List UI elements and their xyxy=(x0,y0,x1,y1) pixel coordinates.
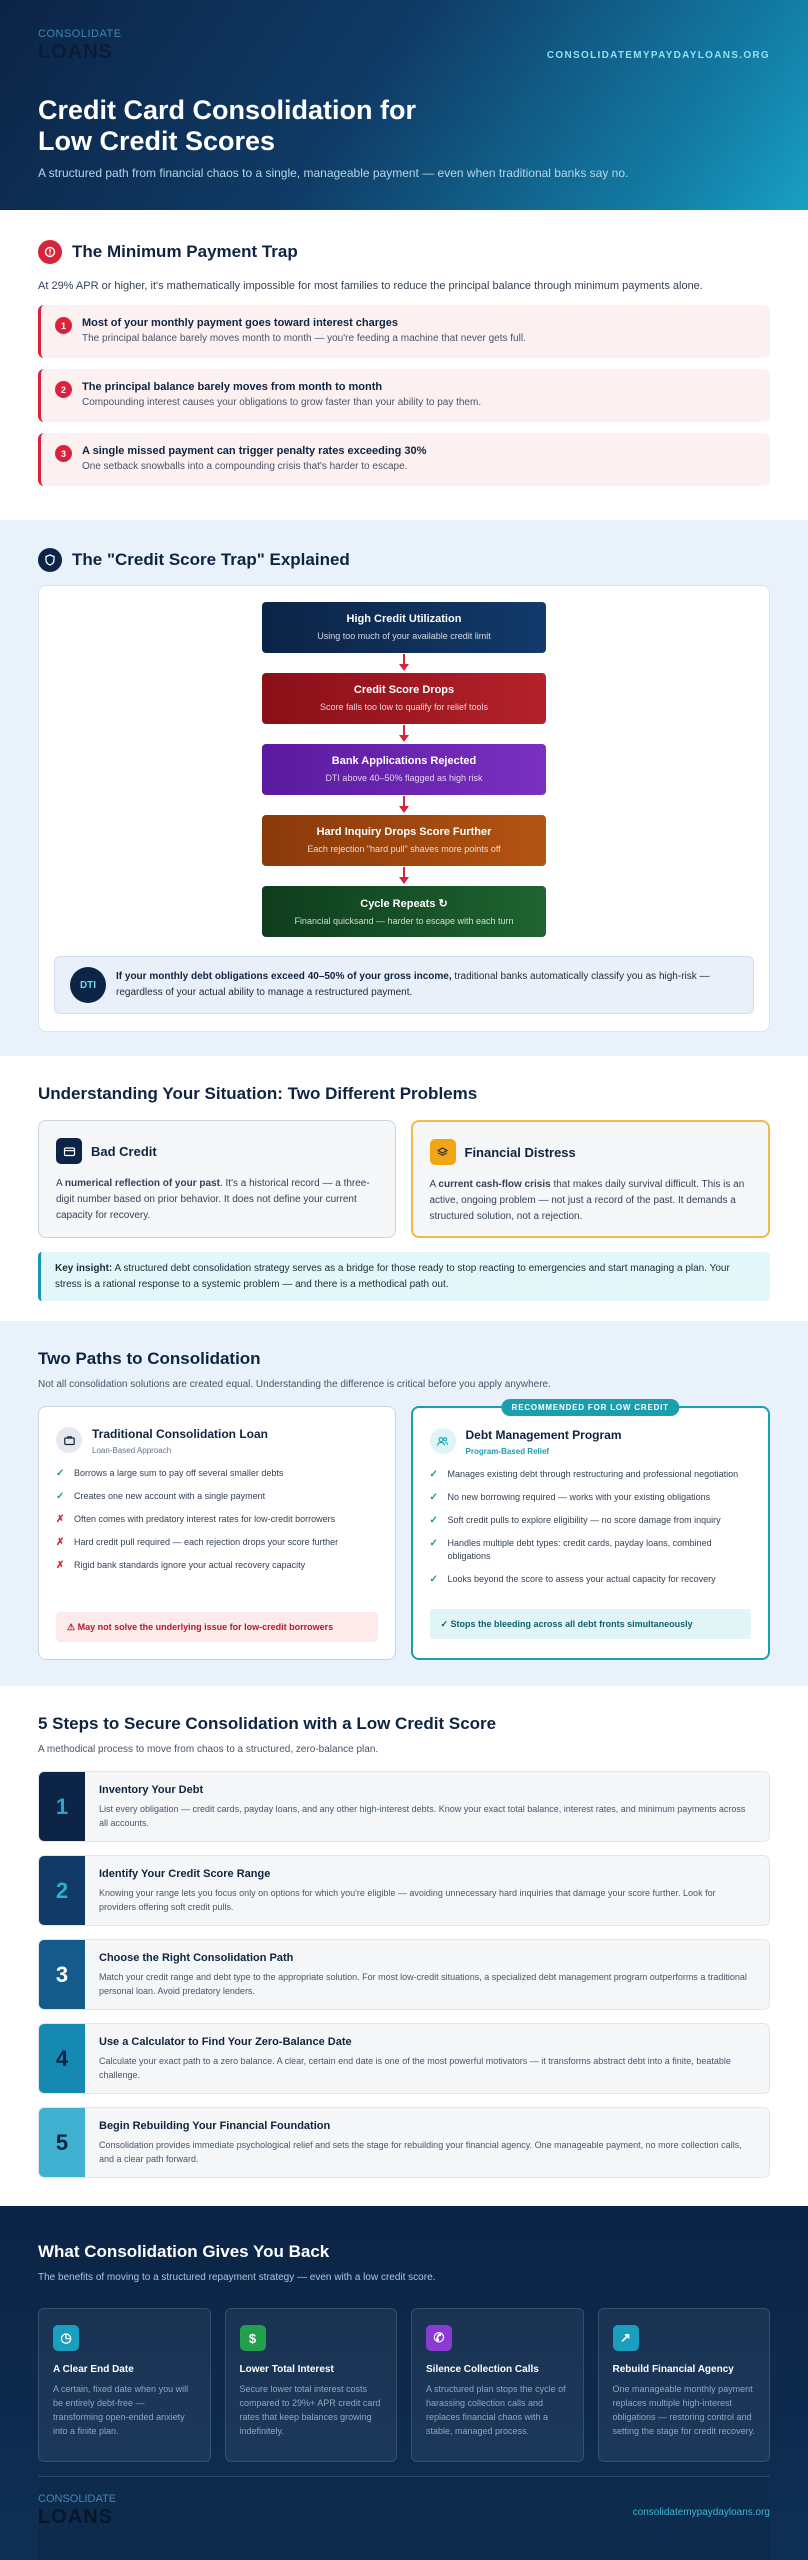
list-item xyxy=(56,1559,378,1572)
step-body: Knowing your range lets you focus only on options for which you're eligible — avoiding unnecessary hard inquiries that damage your score further. Look for providers offering soft credit pulls. xyxy=(99,1888,716,1912)
financial-distress-title: Financial Distress xyxy=(464,1144,576,1160)
two-paths-section xyxy=(0,1321,808,1686)
benefit-body: A structured plan stops the cycle of harassing collection calls and replaces financial chaos with a stable, managed process. xyxy=(426,2384,566,2436)
situation-title: Understanding Your Situation: Two Different Problems xyxy=(38,1084,478,1103)
trap-item-number: 1 xyxy=(55,317,72,334)
list-item-text: Borrows a large sum to pay off several smaller debts xyxy=(74,1468,284,1478)
cycle-title: The "Credit Score Trap" Explained xyxy=(72,550,350,569)
stage-score-drops xyxy=(262,673,546,724)
bad-credit-pre: A xyxy=(56,1178,65,1189)
benefit-title: Rebuild Financial Agency xyxy=(612,2364,734,2375)
step-number: 2 xyxy=(39,1856,85,1925)
benefit-card xyxy=(225,2308,398,2462)
footer-logo-bottom: LOANS xyxy=(38,2506,113,2528)
site-domain-link[interactable]: CONSOLIDATEMYPAYDAYLOANS.ORG xyxy=(546,50,770,61)
dti-callout xyxy=(54,956,754,1014)
traditional-loan-card xyxy=(38,1406,396,1660)
stage-title: Credit Score Drops xyxy=(353,684,455,696)
trap-item-title: A single missed payment can trigger penalty rates exceeding 30% xyxy=(82,445,427,457)
benefit-card xyxy=(598,2308,771,2462)
list-item-text: Soft credit pulls to explore eligibility — no score damage from inquiry xyxy=(447,1515,721,1525)
dmp-benefit: ✓ Stops the bleeding across all debt fronts simultaneously xyxy=(430,1609,752,1639)
cross-icon: ✗ xyxy=(56,1560,65,1571)
paths-subtitle: Not all consolidation solutions are created equal. Understanding the difference is critical before you apply anywhere. xyxy=(38,1379,551,1390)
list-item xyxy=(430,1514,752,1527)
step-title: Use a Calculator to Find Your Zero-Balance Date xyxy=(99,2036,352,2048)
list-item-text: Rigid bank standards ignore your actual recovery capacity xyxy=(74,1560,306,1570)
list-item-text: Creates one new account with a single payment xyxy=(74,1491,266,1501)
traditional-warning: ⚠ May not solve the underlying issue for low-credit borrowers xyxy=(56,1612,378,1642)
trend-up-icon: ↗ xyxy=(613,2325,639,2351)
financial-distress-card xyxy=(411,1120,771,1238)
benefits-title: What Consolidation Gives You Back xyxy=(38,2242,330,2261)
trap-list xyxy=(38,305,770,486)
benefit-body: A certain, fixed date when you will be entirely debt-free — transforming open-ended anxiety into a finite plan. xyxy=(53,2384,189,2436)
dollar-icon: $ xyxy=(240,2325,266,2351)
check-icon: ✓ xyxy=(56,1468,65,1479)
benefit-title: A Clear End Date xyxy=(53,2364,134,2375)
benefit-title: Silence Collection Calls xyxy=(426,2364,539,2375)
stage-high-utilization xyxy=(262,602,546,653)
step-title: Choose the Right Consolidation Path xyxy=(99,1952,294,1964)
stage-desc: Using too much of your available credit limit xyxy=(317,631,491,641)
trap-item-title: Most of your monthly payment goes toward interest charges xyxy=(82,317,398,329)
dmp-subtitle: Program-Based Relief xyxy=(465,1447,550,1456)
key-insight-callout xyxy=(38,1252,770,1301)
stage-title: Cycle Repeats ↻ xyxy=(360,898,448,910)
trap-item-body: One setback snowballs into a compounding crisis that's harder to escape. xyxy=(82,461,408,472)
situation-section xyxy=(0,1056,808,1321)
traditional-subtitle: Loan-Based Approach xyxy=(92,1446,172,1455)
footer xyxy=(38,2476,770,2560)
trap-item-body: Compounding interest causes your obligations to grow faster than your ability to pay them. xyxy=(82,397,482,408)
steps-list xyxy=(38,1771,770,2178)
benefit-card xyxy=(411,2308,584,2462)
benefits-subtitle: The benefits of moving to a structured repayment strategy — even with a low credit score. xyxy=(38,2272,436,2283)
down-arrow-icon xyxy=(262,795,546,815)
traditional-title: Traditional Consolidation Loan xyxy=(92,1427,268,1441)
step-item xyxy=(38,1771,770,1842)
list-item-text: Hard credit pull required — each rejection drops your score further xyxy=(74,1537,339,1547)
stage-desc: Each rejection "hard pull" shaves more points off xyxy=(307,844,501,854)
step-number: 3 xyxy=(39,1940,85,2009)
step-item xyxy=(38,2107,770,2178)
briefcase-icon xyxy=(56,1427,82,1453)
cycle-diagram xyxy=(38,585,770,1032)
list-item-text: Looks beyond the score to assess your actual capacity for recovery xyxy=(447,1574,716,1584)
bad-credit-body xyxy=(56,1176,378,1224)
steps-subtitle: A methodical process to move from chaos to a structured, zero-balance plan. xyxy=(38,1744,379,1755)
distress-bold: current cash-flow crisis xyxy=(438,1179,551,1190)
logo-bottom-text: LOANS xyxy=(38,41,113,63)
trap-title: The Minimum Payment Trap xyxy=(72,242,298,261)
stage-desc: Financial quicksand — harder to escape with each turn xyxy=(294,916,514,926)
trap-item-number: 2 xyxy=(55,381,72,398)
step-body: Match your credit range and debt type to the appropriate solution. For most low-credit situations, a specialized debt management program outperforms a traditional personal loan. Avoid predatory lenders. xyxy=(99,1972,747,1996)
trap-item-body: The principal balance barely moves month to month — you're feeding a machine that never gets full. xyxy=(82,333,526,344)
users-icon xyxy=(430,1428,456,1454)
list-item xyxy=(56,1513,378,1526)
distress-pre: A xyxy=(429,1179,439,1190)
financial-distress-body xyxy=(430,1177,752,1225)
list-item xyxy=(430,1468,752,1481)
check-icon: ✓ xyxy=(429,1469,438,1480)
check-icon: ✓ xyxy=(429,1574,438,1585)
benefit-body: Secure lower total interest costs compared to 29%+ APR credit card rates that keep balances growing indefinitely. xyxy=(239,2384,381,2436)
situation-cards xyxy=(38,1120,770,1238)
step-body: Calculate your exact path to a zero balance. A clear, certain end date is one of the most powerful motivators — it transforms abstract debt into a finite, beatable challenge. xyxy=(99,2056,731,2080)
distress-rest: that makes daily survival difficult. This is an active, ongoing problem — not just a record of the past. It demands a structured solution, not a rejection. xyxy=(429,1179,745,1222)
dti-text xyxy=(116,969,738,1001)
list-item xyxy=(56,1467,378,1480)
minimum-payment-trap-section xyxy=(0,210,808,520)
step-number: 5 xyxy=(39,2108,85,2177)
path-cards xyxy=(38,1403,770,1660)
down-arrow-icon xyxy=(262,653,546,673)
logo-top-text: CONSOLIDATE xyxy=(38,28,122,40)
step-number: 4 xyxy=(39,2024,85,2093)
footer-domain-link[interactable]: consolidatemypaydayloans.org xyxy=(632,2507,770,2518)
clock-icon: ◷ xyxy=(53,2325,79,2351)
page-title: Credit Card Consolidation for Low Credit Scores xyxy=(38,95,416,156)
step-body: Consolidation provides immediate psychological relief and sets the stage for rebuilding your financial agency. One manageable payment, no more collection calls, and a clear path forward. xyxy=(99,2140,742,2164)
step-item xyxy=(38,2023,770,2094)
stage-title: High Credit Utilization xyxy=(346,613,462,625)
list-item xyxy=(56,1536,378,1549)
dti-rest-text: traditional banks automatically classify you as high-risk — regardless of your actual ability to manage a restructured payment. xyxy=(116,971,710,998)
trap-item xyxy=(38,369,770,422)
bad-credit-rest: . It's a historical record — a three-digit number based on prior behavior. It does not define your current capacity for recovery. xyxy=(56,1178,370,1221)
benefit-card xyxy=(38,2308,211,2462)
bad-credit-bold: numerical reflection of your past xyxy=(64,1178,220,1189)
stage-title: Hard Inquiry Drops Score Further xyxy=(316,826,492,838)
step-title: Begin Rebuilding Your Financial Foundation xyxy=(99,2120,331,2132)
step-title: Identify Your Credit Score Range xyxy=(99,1868,271,1880)
dti-badge: DTI xyxy=(70,967,106,1003)
trap-item xyxy=(38,433,770,486)
stage-desc: Score falls too low to qualify for relief tools xyxy=(319,702,489,712)
check-icon: ✓ xyxy=(429,1492,438,1503)
credit-score-trap-section xyxy=(0,520,808,1056)
stage-hard-inquiry xyxy=(262,815,546,866)
list-item xyxy=(56,1490,378,1503)
list-item-text: Manages existing debt through restructuring and professional negotiation xyxy=(447,1469,739,1479)
check-icon: ✓ xyxy=(56,1491,65,1502)
trap-item xyxy=(38,305,770,358)
cross-icon: ✗ xyxy=(56,1514,65,1525)
page-subtitle: A structured path from financial chaos to a single, manageable payment — even when traditional banks say no. xyxy=(38,166,629,180)
list-item xyxy=(430,1537,752,1563)
list-item xyxy=(430,1573,752,1586)
cross-icon: ✗ xyxy=(56,1537,65,1548)
card-icon xyxy=(56,1138,82,1164)
shield-icon xyxy=(38,548,62,572)
list-item-text: No new borrowing required — works with your existing obligations xyxy=(447,1492,711,1502)
benefit-body: One manageable monthly payment replaces multiple high-interest obligations — restoring control and setting the stage for credit recovery. xyxy=(612,2384,755,2436)
step-body: List every obligation — credit cards, payday loans, and any other high-interest debts. Know your exact total balance, interest rates, and minimum payments across all accounts. xyxy=(99,1804,746,1828)
layers-icon xyxy=(430,1139,456,1165)
step-title: Inventory Your Debt xyxy=(99,1784,204,1796)
stage-title: Bank Applications Rejected xyxy=(331,755,477,767)
benefit-cards xyxy=(38,2308,770,2462)
trap-heading xyxy=(38,240,770,264)
benefit-title: Lower Total Interest xyxy=(239,2364,334,2375)
list-item xyxy=(430,1491,752,1504)
bad-credit-card xyxy=(38,1120,396,1238)
cycle-heading xyxy=(38,548,770,572)
paths-title: Two Paths to Consolidation xyxy=(38,1349,261,1368)
dmp-list xyxy=(430,1468,752,1586)
phone-icon: ✆ xyxy=(426,2325,452,2351)
traditional-list xyxy=(56,1467,378,1572)
five-steps-section xyxy=(0,1686,808,2206)
down-arrow-icon xyxy=(262,866,546,886)
insight-label: Key insight: xyxy=(55,1263,113,1274)
check-icon: ✓ xyxy=(429,1515,438,1526)
steps-title: 5 Steps to Secure Consolidation with a Low Credit Score xyxy=(38,1714,497,1733)
trap-description: At 29% APR or higher, it's mathematically impossible for most families to reduce the principal balance through minimum payments alone. xyxy=(38,280,703,292)
stage-cycle-repeats xyxy=(262,886,546,937)
step-item xyxy=(38,1939,770,2010)
hero xyxy=(0,0,808,210)
insight-text: A structured debt consolidation strategy serves as a bridge for those ready to stop reacting to emergencies and start managing a plan. Your stress is a rational response to a systemic problem — and there is a methodical path out. xyxy=(55,1263,730,1290)
bad-credit-title: Bad Credit xyxy=(91,1143,157,1159)
down-arrow-icon xyxy=(262,724,546,744)
dti-bold-text: If your monthly debt obligations exceed 40–50% of your gross income, xyxy=(116,971,452,982)
recommended-badge: RECOMMENDED FOR LOW CREDIT xyxy=(502,1399,679,1416)
footer-logo-top: CONSOLIDATE xyxy=(38,2493,117,2505)
stage-applications-rejected xyxy=(262,744,546,795)
check-icon: ✓ xyxy=(429,1538,438,1549)
step-item xyxy=(38,1855,770,1926)
trap-item-title: The principal balance barely moves from month to month xyxy=(82,381,383,393)
list-item-text: Handles multiple debt types: credit cards, payday loans, combined obligations xyxy=(447,1538,712,1561)
trap-item-number: 3 xyxy=(55,445,72,462)
alert-circle-icon xyxy=(38,240,62,264)
debt-management-card xyxy=(411,1403,771,1660)
dmp-title: Debt Management Program xyxy=(465,1428,622,1442)
stage-desc: DTI above 40–50% flagged as high risk xyxy=(325,773,483,783)
list-item-text: Often comes with predatory interest rates for low-credit borrowers xyxy=(74,1514,336,1524)
step-number: 1 xyxy=(39,1772,85,1841)
